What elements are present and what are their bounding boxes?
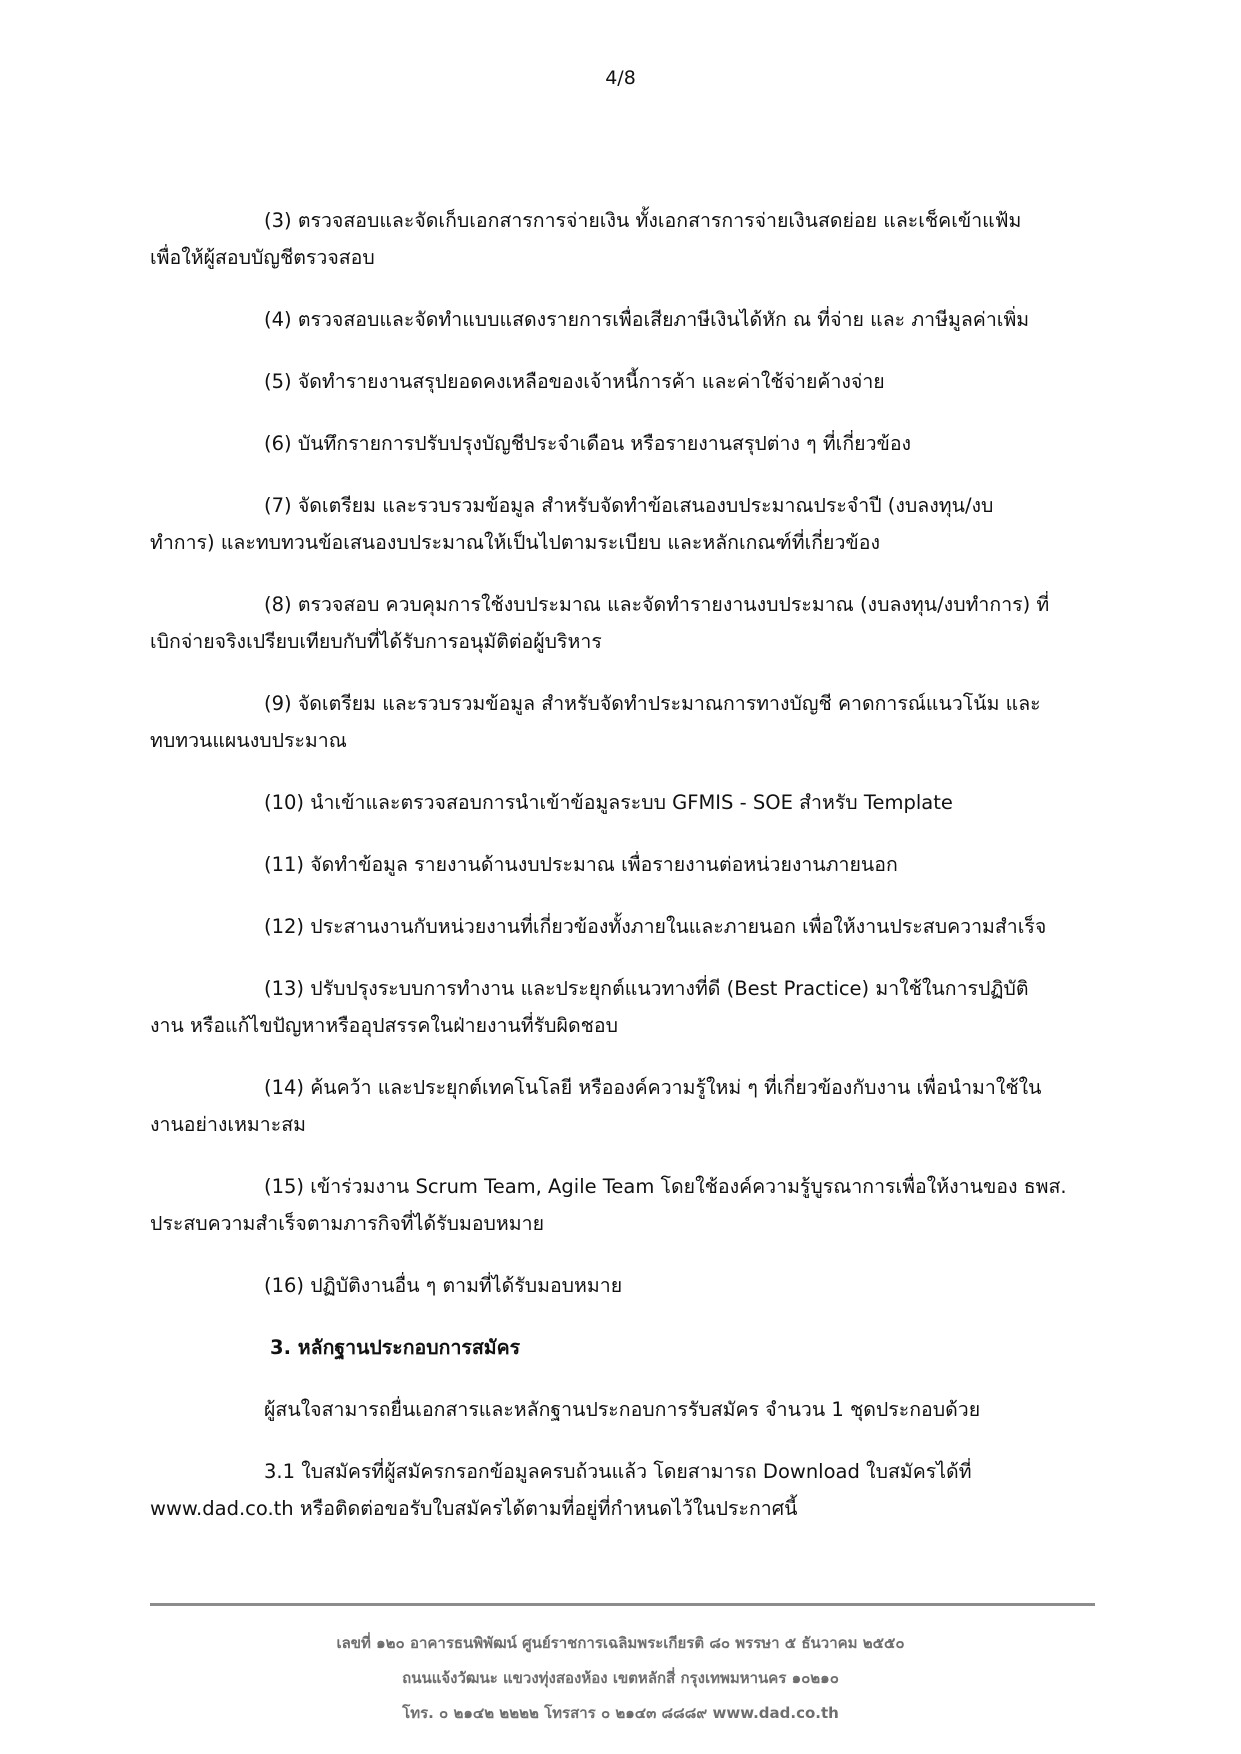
duty-item-8-line-2: เบิกจ่ายจริงเปรียบเทียบกับที่ได้รับการอนุมัติต่อผู้บริหาร: [150, 630, 602, 653]
duty-item-15: [150, 1168, 1095, 1242]
duty-item-15-line-2: ประสบความสำเร็จตามภารกิจที่ได้รับมอบหมาย: [150, 1212, 544, 1235]
duty-item-15-line-1: (15) เข้าร่วมงาน Scrum Team, Agile Team โดยใช้องค์ความรู้บูรณาการเพื่อให้งานของ ธพส.: [264, 1175, 1067, 1198]
section-3-heading-block: [150, 1329, 1095, 1366]
footer-address: [0, 1626, 1241, 1731]
duty-item-13: [150, 970, 1095, 1044]
duty-item-6: [150, 425, 1095, 462]
duty-item-4: [150, 301, 1095, 338]
duty-item-4-line-1: (4) ตรวจสอบและจัดทำแบบแสดงรายการเพื่อเสียภาษีเงินได้หัก ณ ที่จ่าย และ ภาษีมูลค่าเพิ่ม: [264, 308, 1030, 331]
section-3-1-line-2: www.dad.co.th หรือติดต่อขอรับใบสมัครได้ตามที่อยู่ที่กำหนดไว้ในประกาศนี้: [150, 1497, 798, 1520]
duty-item-7: [150, 487, 1095, 561]
duty-item-3: [150, 202, 1095, 276]
duty-item-16: [150, 1267, 1095, 1304]
section-3-1-block: [150, 1453, 1095, 1527]
duty-item-13-line-1: (13) ปรับปรุงระบบการทำงาน และประยุกต์แนวทางที่ดี (Best Practice) มาใช้ในการปฏิบัติ: [264, 977, 1029, 1000]
duty-item-14-line-1: (14) ค้นคว้า และประยุกต์เทคโนโลยี หรือองค์ความรู้ใหม่ ๆ ที่เกี่ยวข้องกับงาน เพื่อนำมาใช้ใน: [264, 1076, 1042, 1099]
duty-item-7-line-1: (7) จัดเตรียม และรวบรวมข้อมูล สำหรับจัดทำข้อเสนองบประมาณประจำปี (งบลงทุน/งบ: [264, 494, 994, 517]
duty-item-10: [150, 784, 1095, 821]
duty-item-11: [150, 846, 1095, 883]
duty-item-13-line-2: งาน หรือแก้ไขปัญหาหรืออุปสรรคในฝ่ายงานที่รับผิดชอบ: [150, 1014, 618, 1037]
duty-item-14-line-2: งานอย่างเหมาะสม: [150, 1113, 306, 1136]
duty-item-9-line-2: ทบทวนแผนงบประมาณ: [150, 729, 347, 752]
section-3-intro-block: [150, 1391, 1095, 1428]
section-3-intro: ผู้สนใจสามารถยื่นเอกสารและหลักฐานประกอบการรับสมัคร จำนวน 1 ชุดประกอบด้วย: [264, 1398, 981, 1421]
duty-item-9: [150, 685, 1095, 759]
duty-item-3-line-1: (3) ตรวจสอบและจัดเก็บเอกสารการจ่ายเงิน ทั้งเอกสารการจ่ายเงินสดย่อย และเช็คเข้าแฟ้ม: [264, 209, 1022, 232]
duty-item-5: [150, 363, 1095, 400]
duty-item-7-line-2: ทำการ) และทบทวนข้อเสนองบประมาณให้เป็นไปตามระเบียบ และหลักเกณฑ์ที่เกี่ยวข้อง: [150, 531, 880, 554]
duty-item-16-line-1: (16) ปฏิบัติงานอื่น ๆ ตามที่ได้รับมอบหมาย: [264, 1274, 623, 1297]
duty-item-12: [150, 908, 1095, 945]
duty-item-12-line-1: (12) ประสานงานกับหน่วยงานที่เกี่ยวข้องทั้งภายในและภายนอก เพื่อให้งานประสบความสำเร็จ: [264, 915, 1047, 938]
footer-divider: [150, 1603, 1095, 1606]
section-3-1-line-1: 3.1 ใบสมัครที่ผู้สมัครกรอกข้อมูลครบถ้วนแล้ว โดยสามารถ Download ใบสมัครได้ที่: [264, 1460, 972, 1483]
footer-contact-line: โทร. ๐ ๒๑๔๒ ๒๒๒๒ โทรสาร ๐ ๒๑๔๓ ๘๘๘๙ www.dad.co.th: [402, 1704, 839, 1722]
footer-address-line-2: ถนนแจ้งวัฒนะ แขวงทุ่งสองห้อง เขตหลักสี่ กรุงเทพมหานคร ๑๐๒๑๐: [402, 1669, 839, 1687]
duty-item-10-line-1: (10) นำเข้าและตรวจสอบการนำเข้าข้อมูลระบบ GFMIS - SOE สำหรับ Template: [264, 791, 953, 814]
duty-item-6-line-1: (6) บันทึกรายการปรับปรุงบัญชีประจำเดือน หรือรายงานสรุปต่าง ๆ ที่เกี่ยวข้อง: [264, 432, 912, 455]
duty-item-8: [150, 586, 1095, 660]
duty-item-9-line-1: (9) จัดเตรียม และรวบรวมข้อมูล สำหรับจัดทำประมาณการทางบัญชี คาดการณ์แนวโน้ม และ: [264, 692, 1041, 715]
document-body: [150, 202, 1095, 1552]
duty-item-3-line-2: เพื่อให้ผู้สอบบัญชีตรวจสอบ: [150, 246, 375, 269]
footer-address-line-1: เลขที่ ๑๒๐ อาคารธนพิพัฒน์ ศูนย์ราชการเฉลิมพระเกียรติ ๘๐ พรรษา ๕ ธันวาคม ๒๕๕๐: [336, 1634, 905, 1652]
duty-item-14: [150, 1069, 1095, 1143]
section-3-heading: 3. หลักฐานประกอบการสมัคร: [270, 1336, 521, 1359]
duty-item-11-line-1: (11) จัดทำข้อมูล รายงานด้านงบประมาณ เพื่อรายงานต่อหน่วยงานภายนอก: [264, 853, 898, 876]
page-number: 4/8: [605, 67, 636, 89]
duty-item-8-line-1: (8) ตรวจสอบ ควบคุมการใช้งบประมาณ และจัดทำรายงานงบประมาณ (งบลงทุน/งบทำการ) ที่: [264, 593, 1050, 616]
duty-item-5-line-1: (5) จัดทำรายงานสรุปยอดคงเหลือของเจ้าหนี้การค้า และค่าใช้จ่ายค้างจ่าย: [264, 370, 885, 393]
